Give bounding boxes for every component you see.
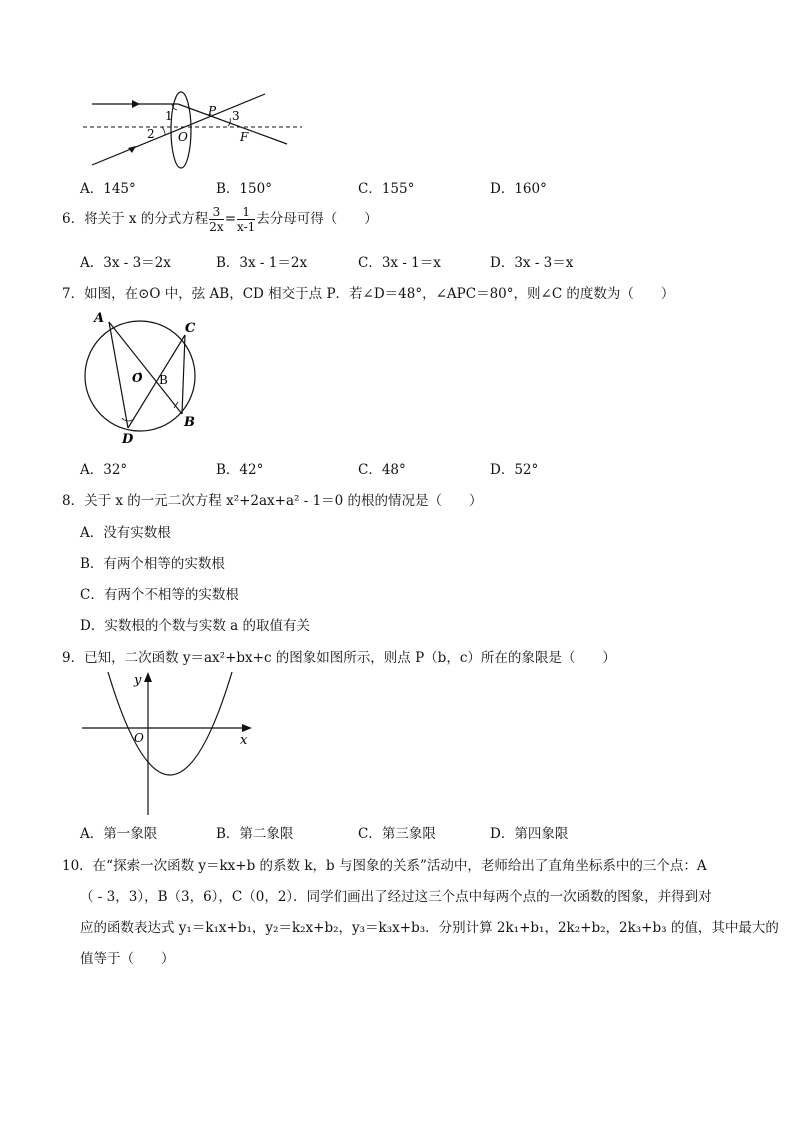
q9-stem: 9．已知，二次函数 y＝ax²+bx+c 的图象如图所示，则点 P（b，c）所在的象限是（ ）	[62, 650, 616, 666]
q5-option-c: C．155°	[358, 181, 415, 197]
point-a-label: A	[94, 311, 105, 326]
q6-equals: =	[224, 211, 237, 227]
q5-option-b: B．150°	[216, 181, 272, 197]
point-d-label: D	[122, 432, 134, 447]
q7-option-b: B．42°	[216, 462, 264, 478]
origin-label: O	[134, 731, 144, 745]
q9-option-a: A．第一象限	[80, 826, 158, 842]
q6-frac2-den: x-1	[237, 220, 256, 234]
center-o-label: O	[132, 371, 143, 385]
q8-option-a: A．没有实数根	[80, 525, 171, 541]
lens-diagram	[80, 88, 310, 178]
q5-option-d: D．160°	[490, 181, 547, 197]
q6-fraction-2	[237, 205, 255, 234]
q6-stem	[62, 205, 378, 234]
q5-option-a: A．145°	[80, 181, 136, 197]
point-f-label: F	[240, 130, 249, 144]
q9-option-b: B．第二象限	[216, 826, 294, 842]
q7-option-d: D．52°	[490, 462, 539, 478]
q6-frac1-num: 3	[212, 205, 221, 219]
x-axis-label: x	[240, 733, 248, 748]
point-o-label: O	[178, 130, 188, 144]
q10-line-1: 10．在“探索一次函数 y＝kx+b 的系数 k，b 与图象的关系”活动中，老师给出了直角坐标系中的三个点：A	[62, 858, 707, 874]
q6-option-c: C．3x - 1＝x	[358, 255, 441, 271]
parabola-graph	[82, 670, 257, 820]
q10-line-2: （ - 3，3），B（3，6），C（0，2）．同学们画出了经过这三个点中每两个点的一次函数的图象，并得到对	[80, 889, 712, 905]
q6-fraction-1	[209, 205, 223, 234]
point-p-label: P	[208, 104, 217, 118]
q8-stem: 8．关于 x 的一元二次方程 x²+2ax+a² - 1＝0 的根的情况是（ ）	[62, 493, 483, 509]
angle-3-label: 3	[232, 109, 240, 123]
q8-option-c: C．有两个不相等的实数根	[80, 587, 239, 603]
q9-option-d: D．第四象限	[490, 826, 569, 842]
q10-line-3: 应的函数表达式 y₁＝k₁x+b₁，y₂＝k₂x+b₂，y₃＝k₃x+b₃．分别计算 2k₁+b₁，2k₂+b₂，2k₃+b₃ 的值，其中最大的	[80, 920, 779, 936]
angle-2-label: 2	[147, 127, 155, 141]
q8-option-b: B．有两个相等的实数根	[80, 556, 225, 572]
q6-frac1-den: 2x	[209, 220, 224, 234]
q6-stem-suffix: 去分母可得（ ）	[256, 211, 378, 227]
point-p-inner-label: B	[159, 373, 168, 387]
q6-option-b: B．3x - 1＝2x	[216, 255, 308, 271]
point-c-label: C	[185, 321, 196, 336]
q9-option-c: C．第三象限	[358, 826, 436, 842]
y-axis-label: y	[134, 673, 142, 688]
q6-stem-prefix: 6．将关于 x 的分式方程	[62, 211, 209, 227]
q6-option-a: A．3x - 3＝2x	[80, 255, 171, 271]
q10-line-4: 值等于（ ）	[80, 951, 175, 967]
q7-option-c: C．48°	[358, 462, 406, 478]
circle-chord-diagram	[82, 310, 207, 450]
q8-option-d: D．实数根的个数与实数 a 的取值有关	[80, 618, 310, 634]
q6-option-d: D．3x - 3＝x	[490, 255, 574, 271]
q6-frac2-num: 1	[242, 205, 250, 219]
q7-stem: 7．如图，在⊙O 中，弦 AB，CD 相交于点 P．若∠D＝48°，∠APC＝80°，则∠C 的度数为（ ）	[62, 286, 675, 302]
point-b-label: B	[184, 415, 195, 430]
angle-1-label: 1	[165, 109, 173, 123]
q7-option-a: A．32°	[80, 462, 128, 478]
